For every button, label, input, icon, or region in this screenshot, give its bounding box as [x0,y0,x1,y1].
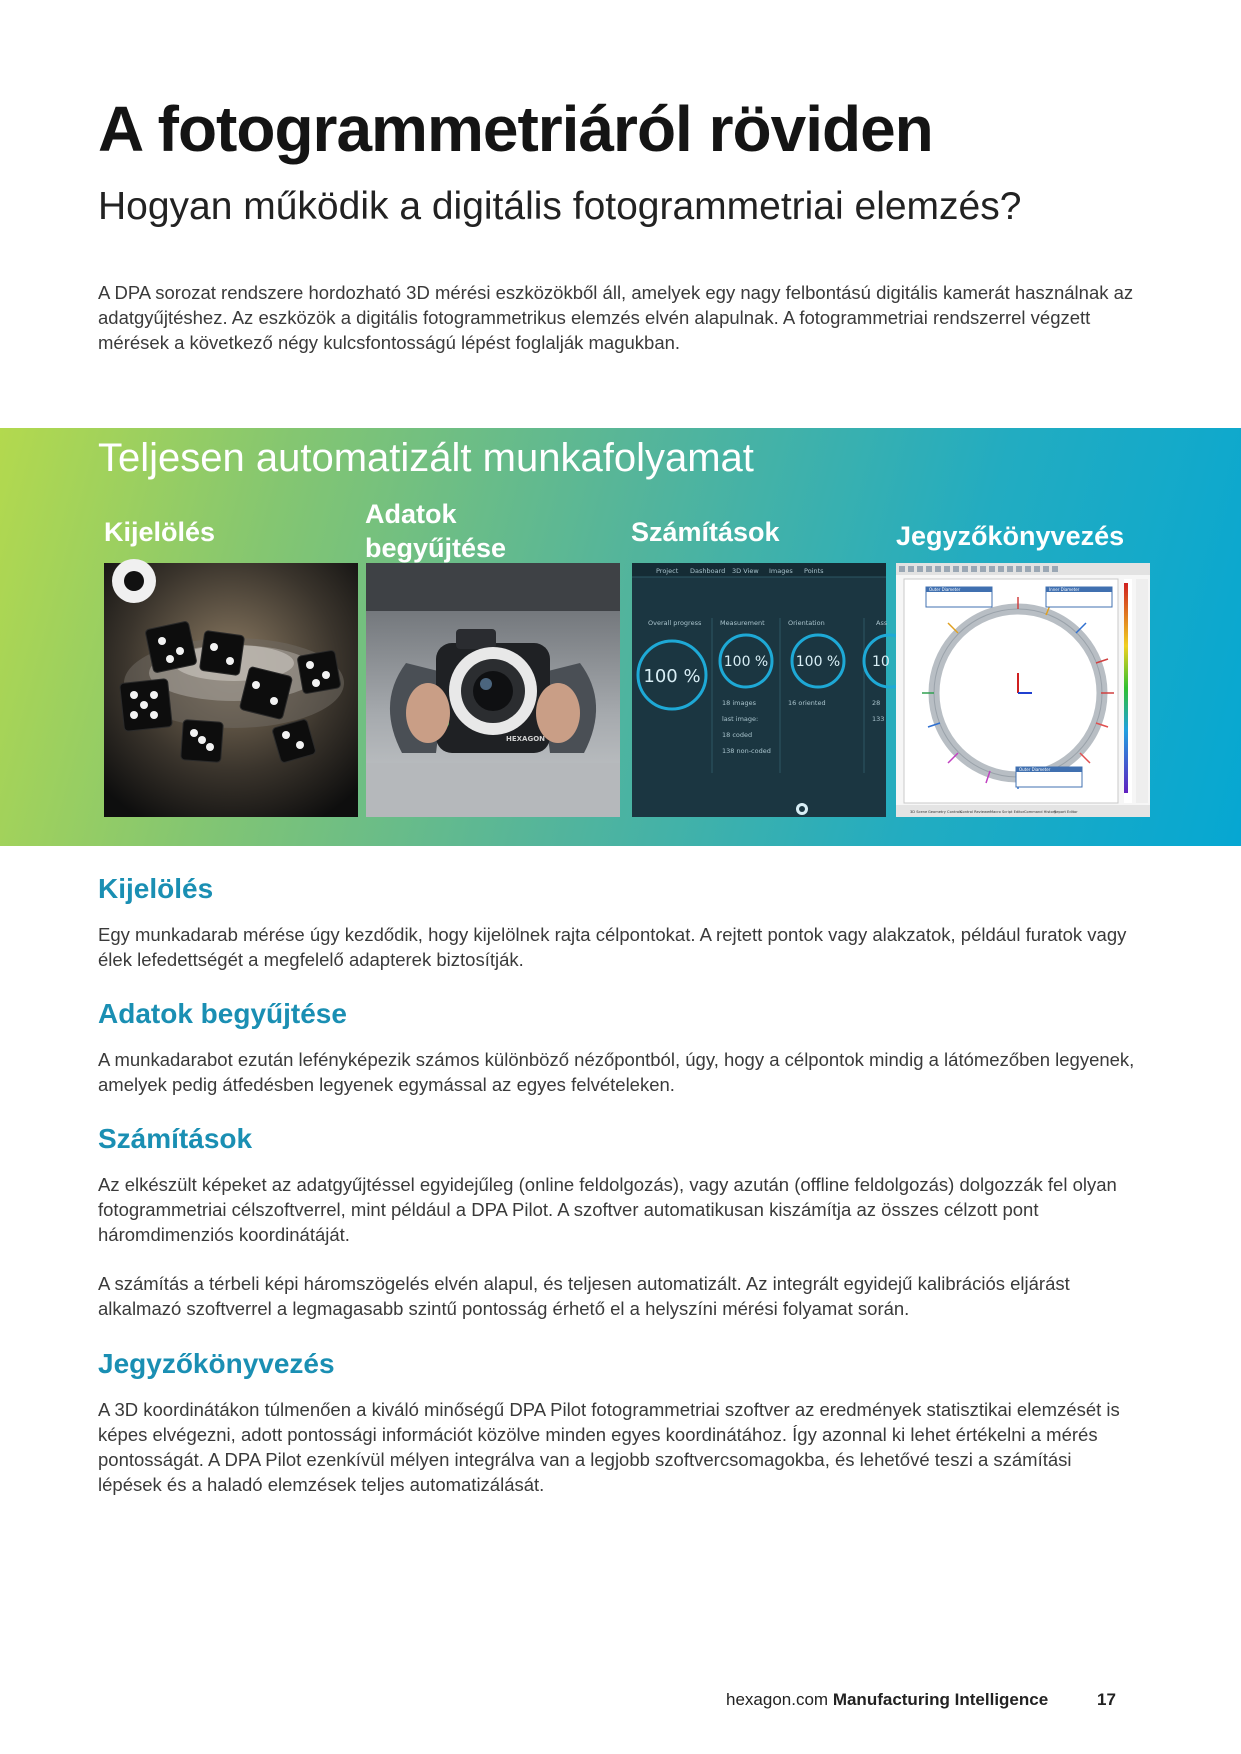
dash-header-ass: Ass [876,619,888,627]
section-heading-data-collection: Adatok begyűjtése [98,998,347,1029]
section-text-data-collection: A munkadarabot ezután lefényképezik számos különböző nézőpontból, úgy, hogy a célpontok mindig a látómezőben legyenek, amelyek pedig átfedésben legyenek egymással az egyes felvételeken. [98,1049,1135,1095]
dash-tab-project: Project [656,567,679,575]
footer-brand: Manufacturing Intelligence [832,1690,1049,1709]
report-tab-3: Control Reviewer [960,810,991,814]
dashboard-screenshot [632,563,890,817]
dash-value-orientation: 100 % [795,654,841,670]
dash-meas-line-3: 18 coded [722,731,753,739]
report-panel-bottom: Outer Diameter [1019,767,1051,772]
report-panel-top-right: Inner Diameter [1049,587,1080,592]
report-tab-2: Geometry Controls [928,810,962,814]
dash-value-measurement: 100 % [723,654,769,670]
dash-header-overall: Overall progress [648,619,702,627]
report-tab-1: 3D Scene [910,810,928,814]
step-label-calculation: Számítások [631,517,780,547]
intro-paragraph: A DPA sorozat rendszere hordozható 3D mérési eszközökből áll, amelyek egy nagy felbontású digitális kamerát használnak az adatgyűjtéshez. Az eszközök a digitális fotogrammetrikus elemzés elvén alapulnak. A fotogrammetriai rendszerrel végzett mérések a következő négy kulcsfontosságú lépést foglalják magukban. [98,282,1134,353]
dash-extra-line-2: 133 [872,715,885,723]
section-text-calculation-1: Az elkészült képeket az adatgyűjtéssel egyidejűleg (online feldolgozás), vagy azután (offline feldolgozás) dolgozzák fel olyan fotogrammetriai célszoftverrel, mint például a DPA Pilot. A szoftver automatikusan kiszámítja az összes célzott pont háromdimenziós koordinátáját. [98,1174,1117,1245]
dashboard-illustration [632,563,890,817]
marking-photo [104,563,358,817]
dash-tab-3d-view: 3D View [732,567,759,575]
section-text-calculation-2: A számítás a térbeli képi háromszögelés elvén alapul, és teljesen automatizált. Az integrált egyidejű kalibrációs eljárást alkalmazó szoftverrel a legmagasabb szintű pontosság érhető el a helyszíni mérési folyamat során. [98,1273,1070,1319]
step-label-reporting: Jegyzőkönyvezés [896,521,1125,551]
report-tab-6: Report Editor [1054,810,1078,814]
camera-brand-text: HEXAGON [506,735,546,743]
dash-tab-points: Points [804,567,824,575]
workflow-title: Teljesen automatizált munkafolyamat [98,436,754,480]
report-tab-4: Macro Script Editor [990,810,1025,814]
section-heading-marking: Kijelölés [98,873,214,904]
page-title: A fotogrammetriáról röviden [98,93,933,165]
dash-value-ass: 10 [872,654,890,670]
dice-targets-illustration [104,563,358,817]
camera-photo [366,563,620,817]
section-text-reporting: A 3D koordinátákon túlmenően a kiváló minőségű DPA Pilot fotogrammetriai szoftver az eredmények statisztikai elemzését is képes elvégezni, adott pontossági információt közölve minden egyes koordinátához. Így azonnal ki lehet értékelni a mérés pontosságát. A DPA Pilot ezenkívül mélyen integrálva van a legjobb szoftvercsomagokba, és lehetővé teszi a számítási lépések és a haladó elemzések teljes automatizálását. [98,1399,1120,1495]
report-tab-5: Command History [1024,810,1057,814]
step-label-marking: Kijelölés [104,517,216,547]
dash-value-overall: 100 % [643,666,701,687]
camera-illustration [366,563,620,817]
footer-site: hexagon.com [726,1690,829,1709]
section-heading-reporting: Jegyzőkönyvezés [98,1348,335,1379]
footer-line [726,1690,1048,1710]
page-subtitle: Hogyan működik a digitális fotogrammetriai elemzés? [98,185,1022,228]
dash-extra-line-1: 28 [872,699,881,707]
section-text-marking: Egy munkadarab mérése úgy kezdődik, hogy kijelölnek rajta célpontokat. A rejtett pontok vagy alakzatok, például furatok vagy élek lefedettségét a megfelelő adapterek biztosítják. [98,924,1127,970]
dash-orient-line-1: 16 oriented [788,699,826,707]
dash-header-measurement: Measurement [720,619,765,627]
report-panel-top-left: Outer Diameter [929,587,961,592]
dash-header-orientation: Orientation [788,619,825,627]
dash-meas-line-2: last image: [722,715,759,723]
step-label-data-collection: Adatok begyűjtése [365,499,507,563]
report-screenshot [896,563,1150,817]
dash-tab-dashboard: Dashboard [690,567,726,575]
dash-meas-line-4: 138 non-coded [722,747,771,755]
page-number: 17 [1097,1690,1116,1709]
dash-tab-images: Images [769,567,793,575]
section-heading-calculation: Számítások [98,1123,253,1154]
dash-meas-line-1: 18 images [722,699,756,707]
report-illustration [896,563,1150,817]
